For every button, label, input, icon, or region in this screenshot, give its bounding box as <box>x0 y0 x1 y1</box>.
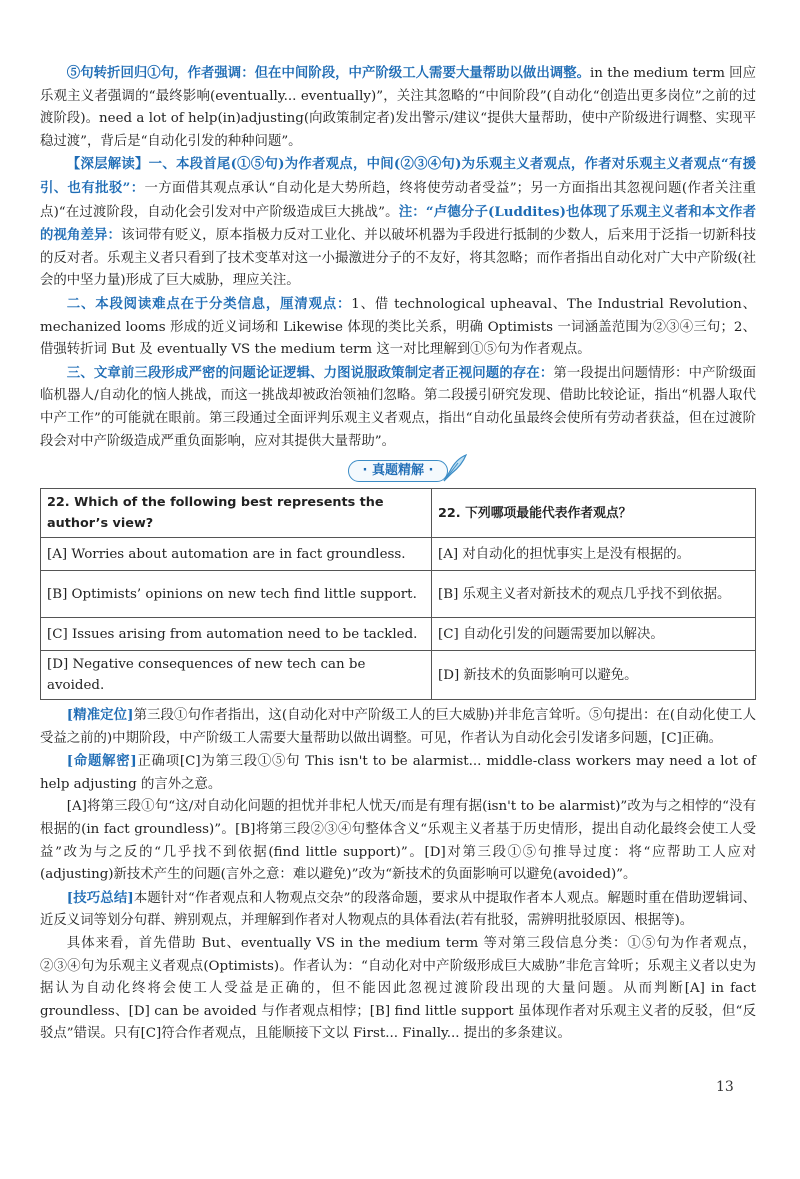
body-text: 第三段①句作者指出，这(自动化对中产阶级工人的巨大威胁)并非危言耸听。⑤句提出：在(自动化使工人受益之前的)中期阶段，中产阶级工人需要大量帮助以做出调整。可见，作者认为自动化会引发诸多问题，[C]正确。 <box>40 708 757 746</box>
section-heading: 【深层解读】一、本段首尾(①⑤句)为作者观点，中间(②③④句)为乐观主义者观点，作者对乐观主义者观点“有援引、也有批驳”： <box>40 156 756 196</box>
option-row-a <box>41 538 756 571</box>
paragraph-deep-reading-3 <box>40 362 756 453</box>
option-en: [A] Worries about automation are in fact groundless. <box>41 538 432 571</box>
option-row-b <box>41 571 756 618</box>
note-heading: 注：“卢德分子(Luddites)也体现了乐观主义者和本文作者的视角差异： <box>40 203 756 244</box>
section-banner <box>40 459 756 483</box>
tag-label: [命题解密] <box>66 753 137 770</box>
paragraph-distractors: [A]将第三段①句“这/对自动化问题的担忧并非杞人忧天/而是有理有据(isn't to be alarmist)”改为与之相悖的“没有根据的(in fact groundless)”。[B]将第三段②③④句整体含义“乐观主义者基于历史情形，提出自动化最终会使工人受益”改为与之反的“几乎找不到依据(find little support)”。[D]对第三段①⑤句推导过度：将“应帮助工人应对(adjusting)新技术产生的问题(言外之意：难以避免)”改为“新技术的负面影响可以避免(avoided)”。 <box>40 799 756 883</box>
paragraph-analysis-sentence-5 <box>40 62 756 153</box>
option-zh: [C] 自动化引发的问题需要加以解决。 <box>432 618 756 651</box>
option-row-d <box>41 651 756 700</box>
feather-pen-icon <box>440 453 468 483</box>
question-en: 22. Which of the following best represents the author’s view? <box>41 489 432 538</box>
section-heading: 二、本段阅读难点在于分类信息，厘清观点： <box>66 295 352 312</box>
option-row-c <box>41 618 756 651</box>
tag-label: [精准定位] <box>66 707 134 724</box>
body-text: 该词带有贬义，原本指极力反对工业化、并以破坏机器为手段进行抵制的少数人，后来用于泛指一切新科技的反对者。乐观主义者只看到了技术变革对这一小撮激进分子的不友好，将其忽略；而作者指出自动化对广大中产阶级(社会的中坚力量)形成了巨大威胁，理应关注。 <box>40 228 757 289</box>
key-point: ⑤句转折回归①句，作者强调：但在中间阶段，中产阶级工人需要大量帮助以做出调整。 <box>66 65 591 81</box>
question-table <box>40 488 756 700</box>
paragraph-decoding <box>40 750 756 796</box>
banner-title: · 真题精解 · <box>348 460 449 482</box>
option-en: [D] Negative consequences of new tech can be avoided. <box>41 651 432 700</box>
section-heading: 三、文章前三段形成严密的问题论证逻辑、力图说服政策制定者正视问题的存在： <box>66 364 554 381</box>
document-page <box>40 62 756 1046</box>
table-header-row <box>41 489 756 538</box>
body-text: 本题针对“作者观点和人物观点交杂”的段落命题，要求从中提取作者本人观点。解题时重在借助逻辑词、近反义词等划分句群、辨别观点，并理解到作者对人物观点的具体看法(若有批驳，需辨明批驳原因、根据等)。 <box>40 890 756 929</box>
body-text: 第一段提出问题情形：中产阶级面临机器人/自动化的恼人挑战，而这一挑战却被政治领袖们忽略。第二段援引研究发现、借助比较论证，指出“机器人取代中产工作”的可能就在眼前。第三段通过全面评判乐观主义者观点，指出“自动化虽最终会使所有劳动者获益，但在过渡阶段会对中产阶级造成严重负面影响，应对其提供大量帮助”。 <box>40 365 757 449</box>
option-zh: [B] 乐观主义者对新技术的观点几乎找不到依据。 <box>432 571 756 618</box>
body-text: in the medium term 回应乐观主义者强调的“最终影响(eventually... eventually)”，关注其忽略的“中间阶段”(自动化“创造出更多岗位”之前的过渡阶段)。need a lot of help(in)adjusting(向政策制定者)发出警示/建议“提供大量帮助，使中产阶级进行调整、实现平稳过渡”，背后是“自动化引发的种种问题”。 <box>40 66 756 149</box>
option-en: [B] Optimists’ opinions on new tech find little support. <box>41 571 432 618</box>
paragraph-deep-reading-1 <box>40 153 756 293</box>
option-zh: [A] 对自动化的担忧事实上是没有根据的。 <box>432 538 756 571</box>
paragraph-deep-reading-2 <box>40 293 756 362</box>
body-text: 1、借 technological upheaval、The Industrial Revolution、mechanized looms 形成的近义词场和 Likewise 体现的类比关系，明确 Optimists 一词涵盖范围为②③④三句；2、借强转折词 But 及 eventually VS the medium term 这一对比理解到①⑤句为作者观点。 <box>40 296 756 358</box>
paragraph-precise-location <box>40 704 756 750</box>
tag-label: [技巧总结] <box>66 889 134 906</box>
paragraph-skill-summary <box>40 887 756 933</box>
paragraph-details: 具体来看，首先借助 But、eventually VS in the medium term 等对第三段信息分类：①⑤句为作者观点，②③④句为乐观主义者观点(Optimists)。作者认为：“自动化对中产阶级形成巨大威胁”非危言耸听；乐观主义者以史为据认为自动化终将会使工人受益是正确的，但不能因此忽视过渡阶段出现的大量问题。从而判断[A] in fact groundless、[D] can be avoided 与作者观点相悖；[B] find little support 虽体现作者对乐观主义者的反驳，但“反驳点”错误。只有[C]符合作者观点，且能顺接下文以 First... Finally... 提出的多条建议。 <box>40 936 756 1042</box>
body-text: 一方面借其观点承认“自动化是大势所趋，终将使劳动者受益”；另一方面指出其忽视问题(作者关注重点)“在过渡阶段，自动化会引发对中产阶级造成巨大挑战”。 <box>40 180 757 220</box>
option-en: [C] Issues arising from automation need to be tackled. <box>41 618 432 651</box>
question-zh: 22. 下列哪项最能代表作者观点？ <box>432 489 756 538</box>
page-number: 13 <box>716 1079 734 1095</box>
option-zh: [D] 新技术的负面影响可以避免。 <box>432 651 756 700</box>
body-text: 正确项[C]为第三段①⑤句 This isn't to be alarmist... middle-class workers may need a lot of help adjusting 的言外之意。 <box>40 754 756 792</box>
